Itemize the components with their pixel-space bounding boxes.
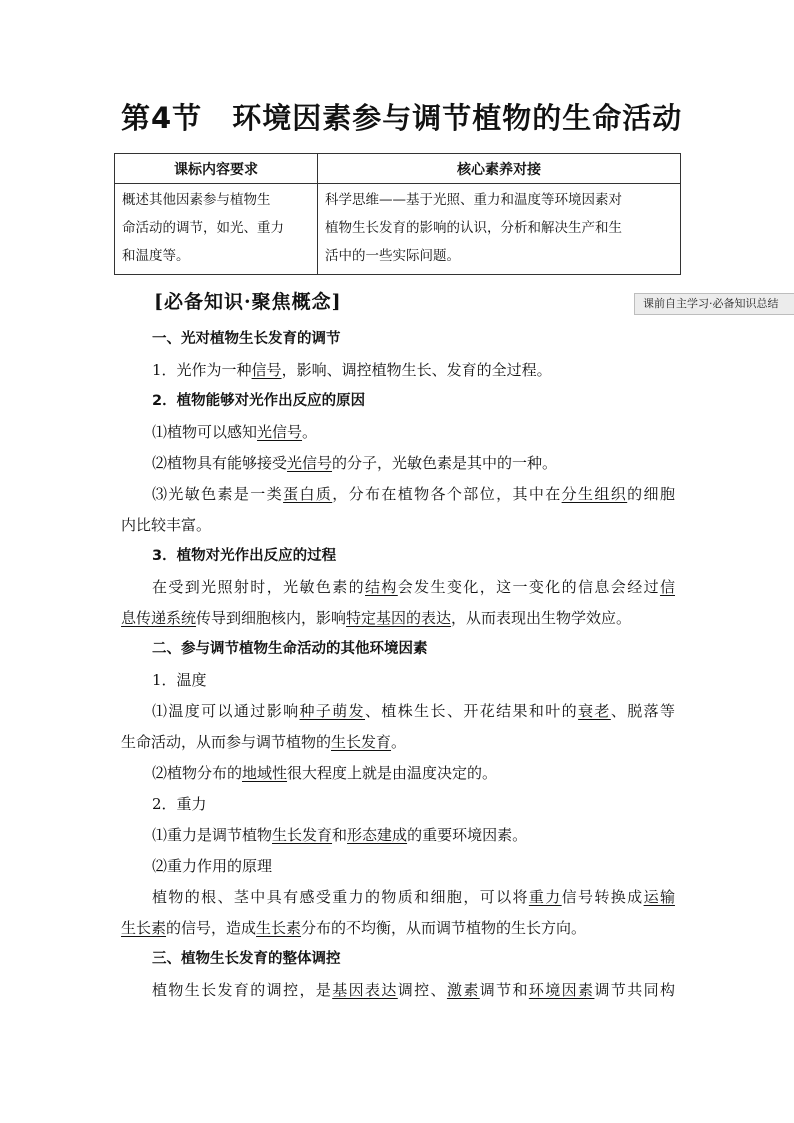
text-run: 会发生变化，这一变化的信息会经过: [397, 578, 660, 596]
paragraph: [121, 355, 675, 386]
text-run: 和: [332, 826, 348, 844]
underlined-term: 蛋白质: [283, 485, 333, 503]
paragraph-continuation: [121, 913, 675, 944]
text-run: ⑵植物具有能够接受: [152, 454, 288, 472]
underlined-term: 光信号: [287, 454, 333, 472]
underlined-term: 信号: [251, 361, 282, 379]
cell-line: 科学思维——基于光照、重力和温度等环境因素对: [325, 192, 622, 208]
subheading: 2．重力: [152, 795, 207, 813]
underlined-term: 重力: [528, 888, 562, 906]
text-run: ，影响、调控植物生长、发育的全过程。: [281, 361, 552, 379]
table-header-literacy: 核心素养对接: [318, 154, 681, 184]
text-run: 调控、: [397, 981, 447, 999]
underlined-term: 衰老: [578, 702, 611, 720]
text-run: 。: [302, 423, 318, 441]
text-run: ，分布在植物各个部位，其中在: [332, 485, 562, 503]
paragraph-continuation: [121, 510, 675, 541]
underlined-term: 结构: [365, 578, 398, 596]
heading-light-regulation: 一、光对植物生长发育的调节: [152, 331, 341, 347]
underlined-term: 环境因素: [528, 981, 595, 999]
text-run: 很大程度上就是由温度决定的。: [287, 764, 498, 782]
content-body: [121, 324, 675, 1006]
paragraph: [121, 417, 675, 448]
text-run: ⑴植物可以感知: [152, 423, 258, 441]
section-number: 第4节: [121, 101, 203, 135]
text-run: 的分子，光敏色素是其中的一种。: [332, 454, 558, 472]
paragraph-continuation: [121, 603, 675, 634]
underlined-term: 运输: [643, 888, 675, 906]
text-run: 、脱落等: [610, 702, 675, 720]
heading-overall-regulation: 三、植物生长发育的整体调控: [152, 951, 341, 967]
underlined-term: 基因表达: [332, 981, 398, 999]
standards-cell: [115, 184, 318, 275]
text-run: 的信号，造成: [166, 919, 257, 937]
text-run: 的重要环境因素。: [407, 826, 528, 844]
text-run: 调节共同构: [594, 981, 675, 999]
section-title-text: 环境因素参与调节植物的生命活动: [232, 101, 683, 135]
subheading: 1．温度: [152, 671, 207, 689]
text-run: 信号转换成: [561, 888, 644, 906]
underlined-term: 分生组织: [561, 485, 628, 503]
text-run: 分布的不均衡，从而调节植物的生长方向。: [301, 919, 587, 937]
paragraph: [121, 696, 675, 727]
text-run: ⑴重力是调节植物: [152, 826, 273, 844]
heading-other-factors: 二、参与调节植物生命活动的其他环境因素: [152, 641, 428, 657]
text-run: 在受到光照射时，光敏色素的: [152, 578, 366, 596]
text-run: 生命活动，从而参与调节植物的: [121, 733, 332, 751]
cell-line: 植物生长发育的影响的认识，分析和解决生产和生: [325, 220, 622, 236]
text-run: 植物生长发育的调控，是: [152, 981, 333, 999]
section-tag-label: 课前自主学习·必备知识总结: [634, 293, 794, 315]
standards-table: [114, 153, 681, 275]
underlined-term: 地域性: [242, 764, 288, 782]
underlined-term: 生长发育: [272, 826, 333, 844]
text-run: 植物的根、茎中具有感受重力的物质和细胞，可以将: [152, 888, 529, 906]
paragraph-continuation: [121, 727, 675, 758]
knowledge-section-header: [必备知识·聚焦概念]: [154, 291, 342, 313]
subheading: 3．植物对光作出反应的过程: [152, 548, 337, 564]
subheading: 2．植物能够对光作出反应的原因: [152, 393, 366, 409]
table-row: [115, 184, 681, 275]
underlined-term: 生长素: [256, 919, 302, 937]
paragraph: [121, 572, 675, 603]
text-run: 。: [391, 733, 407, 751]
text-run: 、植株生长、开花结果和叶的: [365, 702, 579, 720]
paragraph: [121, 479, 675, 510]
underlined-term: 光信号: [257, 423, 303, 441]
paragraph: [121, 882, 675, 913]
page-title: [121, 96, 721, 137]
text-run: ，从而表现出生物学效应。: [451, 609, 632, 627]
text-run: 调节和: [479, 981, 529, 999]
underlined-term: 信: [659, 578, 675, 596]
table-header-row: [115, 154, 681, 184]
literacy-cell: [318, 184, 681, 275]
underlined-term: 生长素: [121, 919, 167, 937]
paragraph: [121, 975, 675, 1006]
underlined-term: 激素: [446, 981, 480, 999]
text-run: 内比较丰富。: [121, 516, 212, 534]
subheading: ⑵重力作用的原理: [152, 857, 273, 875]
underlined-term: 生长发育: [331, 733, 392, 751]
text-run: 传导到细胞核内，影响: [196, 609, 347, 627]
underlined-term: 形态建成: [347, 826, 408, 844]
paragraph: [121, 448, 675, 479]
cell-line: 命活动的调节，如光、重力: [122, 220, 284, 236]
underlined-term: 种子萌发: [299, 702, 366, 720]
text-run: 1．光作为一种: [152, 361, 252, 379]
text-run: 的细胞: [627, 485, 675, 503]
paragraph: [121, 820, 675, 851]
paragraph: [121, 758, 675, 789]
underlined-term: 息传递系统: [121, 609, 197, 627]
underlined-term: 特定基因的表达: [346, 609, 452, 627]
cell-line: 活中的一些实际问题。: [325, 248, 460, 264]
cell-line: 和温度等。: [122, 248, 190, 264]
cell-line: 概述其他因素参与植物生: [122, 192, 271, 208]
table-header-standards: 课标内容要求: [115, 154, 318, 184]
text-run: ⑶光敏色素是一类: [152, 485, 284, 503]
text-run: ⑴温度可以通过影响: [152, 702, 300, 720]
text-run: ⑵植物分布的: [152, 764, 243, 782]
